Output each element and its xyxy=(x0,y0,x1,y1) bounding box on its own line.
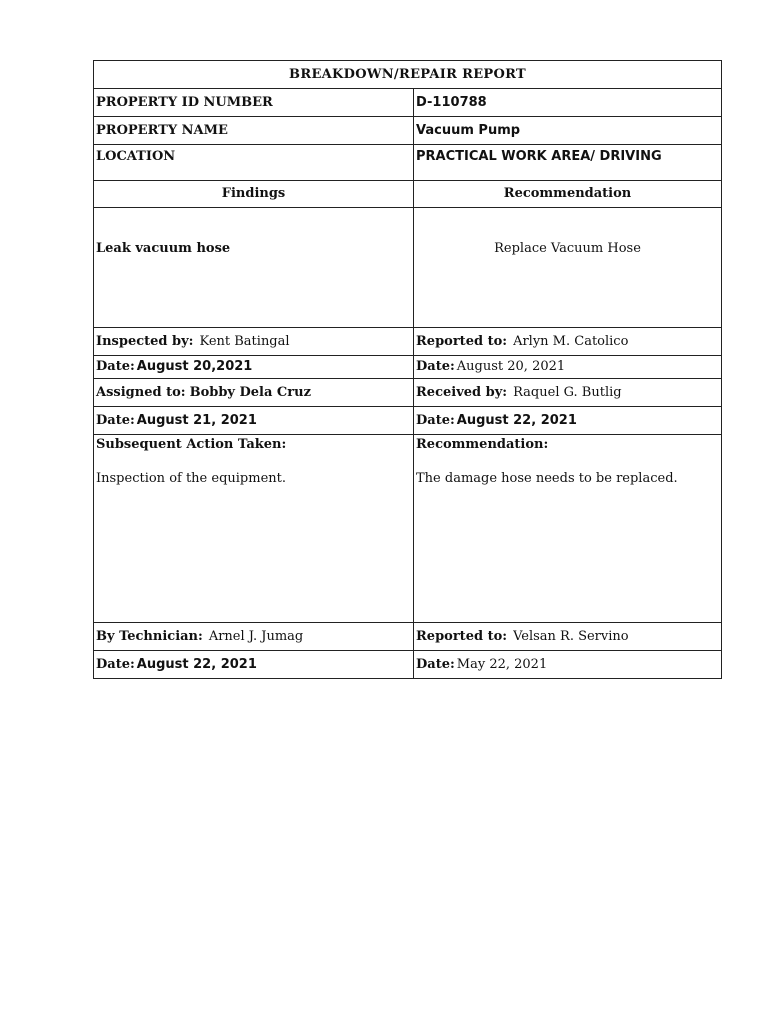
findings-cell xyxy=(94,208,414,328)
spacer xyxy=(416,453,719,471)
date-6-label: Date: xyxy=(416,656,455,672)
recommendation-cell xyxy=(414,208,722,328)
property-id-row xyxy=(94,89,722,117)
date-4-label: Date: xyxy=(416,412,455,428)
date-row-3 xyxy=(94,651,722,679)
assigned-to-label: Assigned to: xyxy=(96,384,186,400)
received-by-value: Raquel G. Butlig xyxy=(513,384,622,400)
property-name-row xyxy=(94,117,722,145)
spacer xyxy=(96,453,411,471)
location-row xyxy=(94,145,722,181)
report-title: BREAKDOWN/REPAIR REPORT xyxy=(94,61,722,89)
recommendation-2-label: Recommendation: xyxy=(416,437,549,452)
findings-header: Findings xyxy=(94,181,414,208)
action-taken-cell xyxy=(94,435,414,623)
reported-to-2-value: Velsan R. Servino xyxy=(513,628,629,644)
date-row-1 xyxy=(94,356,722,379)
reported-to-1-cell xyxy=(414,328,722,356)
reported-to-1-label: Reported to: xyxy=(416,333,508,349)
property-name-value: Vacuum Pump xyxy=(414,117,722,145)
property-id-value: D-110788 xyxy=(414,89,722,117)
assigned-row xyxy=(94,379,722,407)
reported-to-2-cell xyxy=(414,623,722,651)
date-5-label: Date: xyxy=(96,656,135,672)
technician-cell xyxy=(94,623,414,651)
reported-to-2-label: Reported to: xyxy=(416,628,508,644)
recommendation-2-cell xyxy=(414,435,722,623)
findings-header-row xyxy=(94,181,722,208)
action-taken-label: Subsequent Action Taken: xyxy=(96,437,287,452)
received-by-label: Received by: xyxy=(416,384,508,400)
inspected-by-cell xyxy=(94,328,414,356)
property-name-label: PROPERTY NAME xyxy=(94,117,414,145)
date-2-label: Date: xyxy=(416,359,455,374)
date-2-cell xyxy=(414,356,722,379)
date-2-value: August 20, 2021 xyxy=(456,359,566,374)
location-value: PRACTICAL WORK AREA/ DRIVING xyxy=(414,145,722,181)
breakdown-repair-report-table xyxy=(93,60,722,679)
action-row xyxy=(94,435,722,623)
assigned-to-value: Bobby Dela Cruz xyxy=(189,384,311,400)
date-1-label: Date: xyxy=(96,359,135,374)
recommendation-2-value: The damage hose needs to be replaced. xyxy=(416,471,678,486)
date-row-2 xyxy=(94,407,722,435)
date-4-value: August 22, 2021 xyxy=(456,412,577,428)
recommendation-header: Recommendation xyxy=(414,181,722,208)
date-5-cell xyxy=(94,651,414,679)
date-3-cell xyxy=(94,407,414,435)
property-id-label: PROPERTY ID NUMBER xyxy=(94,89,414,117)
date-6-cell xyxy=(414,651,722,679)
reported-to-1-value: Arlyn M. Catolico xyxy=(513,333,629,349)
technician-label: By Technician: xyxy=(96,628,203,644)
assigned-to-cell xyxy=(94,379,414,407)
title-row xyxy=(94,61,722,89)
findings-text: Leak vacuum hose xyxy=(96,241,231,256)
date-4-cell xyxy=(414,407,722,435)
inspected-by-label: Inspected by: xyxy=(96,333,194,349)
technician-row xyxy=(94,623,722,651)
date-3-label: Date: xyxy=(96,412,135,428)
received-by-cell xyxy=(414,379,722,407)
date-6-value: May 22, 2021 xyxy=(456,656,548,672)
inspected-by-value: Kent Batingal xyxy=(199,333,290,349)
recommendation-text: Replace Vacuum Hose xyxy=(494,241,641,256)
action-taken-value: Inspection of the equipment. xyxy=(96,471,286,486)
date-1-value: August 20,2021 xyxy=(136,359,253,374)
date-5-value: August 22, 2021 xyxy=(136,656,257,672)
technician-value: Arnel J. Jumag xyxy=(208,628,304,644)
location-label: LOCATION xyxy=(94,145,414,181)
findings-row xyxy=(94,208,722,328)
date-3-value: August 21, 2021 xyxy=(136,412,257,428)
inspected-row xyxy=(94,328,722,356)
date-1-cell xyxy=(94,356,414,379)
